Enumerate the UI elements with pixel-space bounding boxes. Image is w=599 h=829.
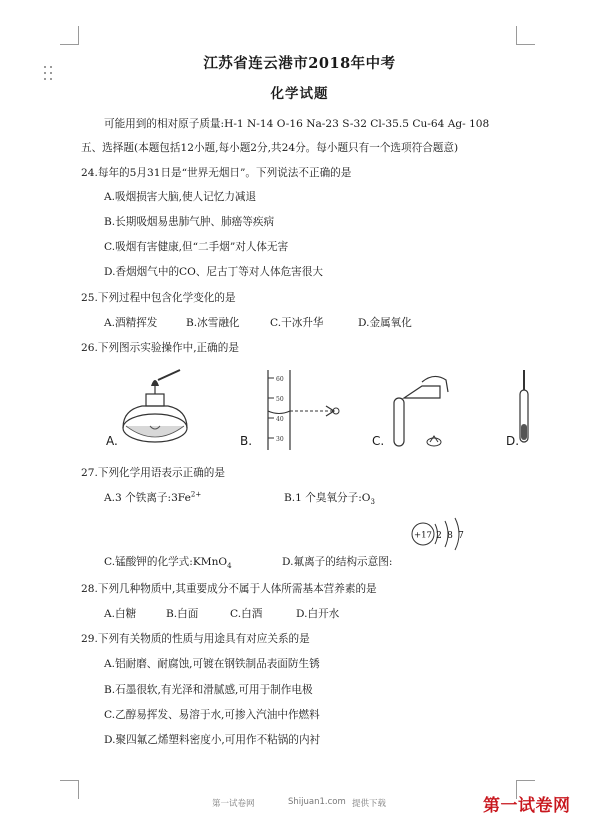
figure-d-label: D. [506,434,520,448]
question-25-options [104,315,444,329]
option-a-text: A.3 个铁离子:3Fe [104,492,191,504]
option-b-text: B.1 个臭氧分子:O [284,492,371,504]
figure-b-label: B. [240,434,253,448]
question-24-option-b: B.长期吸烟易患肺气肿、肺癌等疾病 [104,216,275,228]
question-25-option-a: A.酒精挥发 [104,317,158,329]
cylinder-tick-label: 50 [276,396,284,403]
question-28-option-a: A.白糖 [104,608,137,620]
corner-mark [60,26,79,45]
figure-c-label: C. [372,434,385,448]
question-28-options [104,606,404,620]
question-25-option-c: C.干冰升华 [270,317,324,329]
footer-download: 提供下载 [352,799,387,809]
question-28-stem: 28.下列几种物质中,其重要成分不属于人体所需基本营养素的是 [81,583,377,595]
question-25-option-d: D.金属氧化 [358,317,412,329]
question-27-option-b [284,490,375,506]
shell-electron-count: 7 [458,531,464,541]
corner-mark [60,780,79,799]
question-29-option-b: B.石墨很软,有光泽和滑腻感,可用于制作电极 [104,684,313,696]
ozone-subscript: 3 [370,498,375,507]
page-title: 江苏省连云港市2018年中考 [203,55,396,72]
question-25-stem: 25.下列过程中包含化学变化的是 [81,292,236,304]
question-27-option-d: D.氟离子的结构示意图: [282,556,393,568]
section-heading: 五、选择题(本题包括12小题,每小题2分,共24分。每小题只有一个选项符合题意) [81,142,459,154]
question-29-option-d: D.聚四氟乙烯塑料密度小,可用作不粘锅的内衬 [104,734,321,746]
question-25-option-b: B.冰雪融化 [186,317,240,329]
option-c-text: C.锰酸钾的化学式:KMnO [104,556,228,568]
nucleus-charge: +17 [414,530,432,541]
question-27-option-c [104,554,232,570]
question-28-option-c: C.白酒 [230,608,263,620]
permanganate-subscript: 4 [227,562,232,571]
footer-domain[interactable]: Shijuan1.com [288,797,346,807]
question-29-option-c: C.乙醇易挥发、易溶于水,可掺入汽油中作燃料 [104,709,320,721]
cylinder-tick-label: 60 [276,376,284,383]
cylinder-tick-label: 30 [276,436,284,443]
figure-a-label: A. [106,434,118,448]
question-26-stem: 26.下列图示实验操作中,正确的是 [81,342,239,354]
question-28-option-b: B.白面 [166,608,199,620]
question-29-option-a: A.铝耐磨、耐腐蚀,可镀在钢铁制品表面防生锈 [104,658,320,670]
cylinder-tick-label: 40 [276,416,284,423]
question-27-option-a [104,490,201,505]
question-28-option-d: D.白开水 [296,608,340,620]
question-29-stem: 29.下列有关物质的性质与用途具有对应关系的是 [81,633,310,645]
shell-electron-count: 8 [447,531,453,541]
ion-structure-diagram [408,514,474,554]
question-24-option-a: A.吸烟损害大脑,使人记忆力减退 [104,191,257,203]
question-24-option-c: C.吸烟有害健康,但“二手烟”对人体无害 [104,241,289,253]
page-subtitle: 化学试题 [270,86,329,102]
question-27-stem: 27.下列化学用语表示正确的是 [81,467,225,479]
footer-site: 第一试卷网 [212,799,255,809]
site-logo[interactable]: 第一试卷网 [483,796,571,816]
corner-mark [516,26,535,45]
shell-electron-count: 2 [436,531,442,541]
question-24-option-d: D.香烟烟气中的CO、尼古丁等对人体危害很大 [104,266,323,278]
pouring-liquid-figure [390,368,470,450]
charge-superscript: 2+ [190,490,202,499]
atomic-masses: 可能用到的相对原子质量:H-1 N-14 O-16 Na-23 S-32 Cl-35.5 Cu-64 Ag- 108 [104,118,490,130]
graduated-cylinder-figure [260,368,350,453]
question-24-stem: 24.每年的5月31日是“世界无烟日”。下列说法不正确的是 [81,167,352,179]
